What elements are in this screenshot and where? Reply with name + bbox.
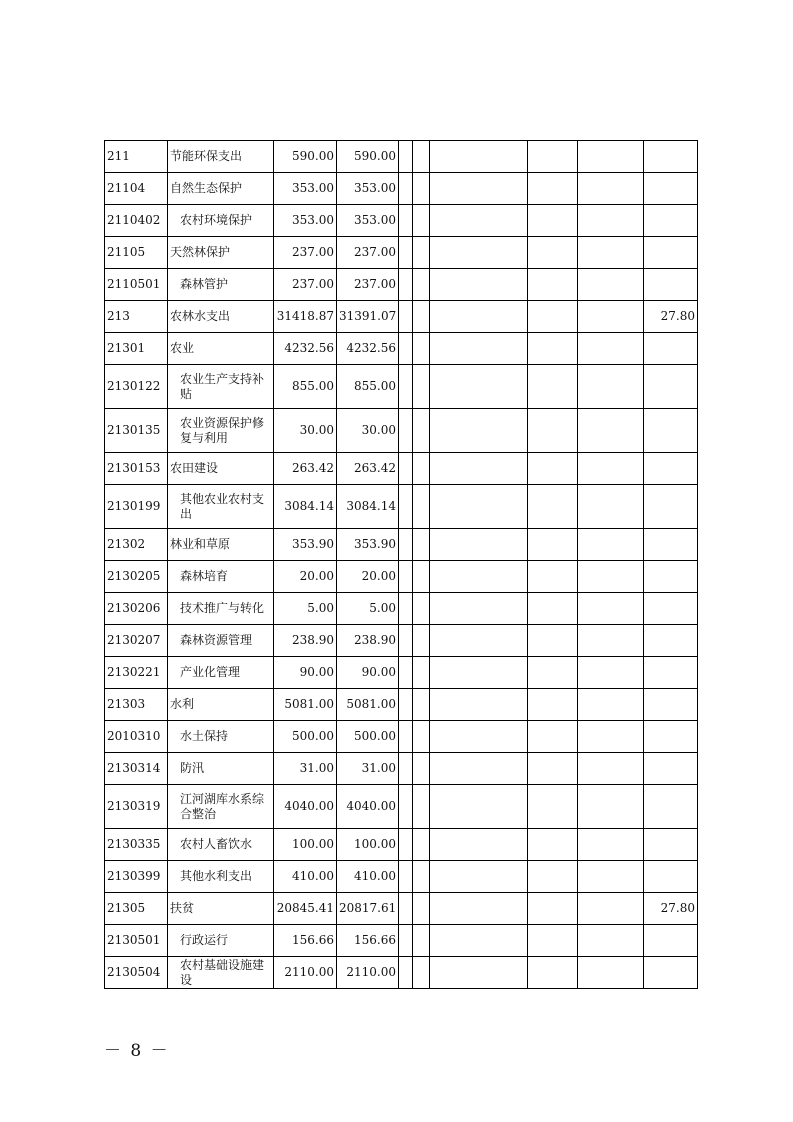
empty-cell (399, 141, 413, 173)
row-total: 855.00 (274, 365, 337, 409)
empty-cell (413, 593, 430, 625)
row-code: 2130135 (105, 409, 168, 453)
empty-cell (399, 861, 413, 893)
row-basic: 4040.00 (337, 785, 399, 829)
table-row (105, 689, 698, 721)
table-row (105, 593, 698, 625)
empty-cell (430, 453, 528, 485)
empty-cell (578, 409, 644, 453)
row-code: 2130221 (105, 657, 168, 689)
row-basic: 5081.00 (337, 689, 399, 721)
row-total: 353.90 (274, 529, 337, 561)
empty-cell (578, 485, 644, 529)
empty-cell (413, 453, 430, 485)
empty-cell (528, 365, 578, 409)
row-other (644, 657, 698, 689)
empty-cell (413, 173, 430, 205)
empty-cell (528, 785, 578, 829)
row-other (644, 785, 698, 829)
row-name: 农业资源保护修复与利用 (168, 409, 274, 453)
empty-cell (399, 925, 413, 957)
empty-cell (430, 785, 528, 829)
empty-cell (528, 893, 578, 925)
row-total: 30.00 (274, 409, 337, 453)
row-code: 211 (105, 141, 168, 173)
empty-cell (430, 561, 528, 593)
row-name: 水利 (168, 689, 274, 721)
row-basic: 5.00 (337, 593, 399, 625)
empty-cell (399, 561, 413, 593)
row-other (644, 529, 698, 561)
row-other (644, 561, 698, 593)
row-other (644, 753, 698, 785)
empty-cell (578, 721, 644, 753)
row-total: 90.00 (274, 657, 337, 689)
empty-cell (528, 925, 578, 957)
empty-cell (430, 529, 528, 561)
empty-cell (528, 269, 578, 301)
row-total: 5.00 (274, 593, 337, 625)
table-row (105, 893, 698, 925)
empty-cell (413, 689, 430, 721)
empty-cell (399, 365, 413, 409)
empty-cell (528, 861, 578, 893)
empty-cell (430, 689, 528, 721)
table-row (105, 237, 698, 269)
row-total: 20845.41 (274, 893, 337, 925)
row-code: 2130319 (105, 785, 168, 829)
empty-cell (578, 333, 644, 365)
row-basic: 31.00 (337, 753, 399, 785)
row-other (644, 721, 698, 753)
empty-cell (413, 529, 430, 561)
table-row (105, 529, 698, 561)
row-total: 500.00 (274, 721, 337, 753)
row-name: 森林管护 (168, 269, 274, 301)
row-code: 2130199 (105, 485, 168, 529)
empty-cell (413, 237, 430, 269)
row-total: 238.90 (274, 625, 337, 657)
row-total: 156.66 (274, 925, 337, 957)
empty-cell (430, 409, 528, 453)
table-row (105, 269, 698, 301)
row-other (644, 689, 698, 721)
empty-cell (430, 485, 528, 529)
empty-cell (528, 485, 578, 529)
row-basic: 410.00 (337, 861, 399, 893)
empty-cell (399, 205, 413, 237)
empty-cell (528, 561, 578, 593)
empty-cell (578, 593, 644, 625)
row-other (644, 593, 698, 625)
empty-cell (578, 365, 644, 409)
table-row (105, 829, 698, 861)
empty-cell (528, 529, 578, 561)
row-name: 天然林保护 (168, 237, 274, 269)
empty-cell (528, 657, 578, 689)
row-code: 2130205 (105, 561, 168, 593)
page-number: － 8 － (104, 1041, 170, 1061)
empty-cell (430, 829, 528, 861)
empty-cell (399, 721, 413, 753)
empty-cell (578, 205, 644, 237)
empty-cell (430, 657, 528, 689)
empty-cell (578, 829, 644, 861)
row-name: 农业生产支持补贴 (168, 365, 274, 409)
row-name: 扶贫 (168, 893, 274, 925)
empty-cell (528, 205, 578, 237)
row-name: 技术推广与转化 (168, 593, 274, 625)
empty-cell (413, 957, 430, 989)
empty-cell (578, 529, 644, 561)
row-name: 水土保持 (168, 721, 274, 753)
row-basic: 353.00 (337, 205, 399, 237)
empty-cell (430, 237, 528, 269)
row-name: 农田建设 (168, 453, 274, 485)
table-row (105, 453, 698, 485)
empty-cell (413, 301, 430, 333)
row-name: 森林培育 (168, 561, 274, 593)
empty-cell (413, 561, 430, 593)
row-total: 4232.56 (274, 333, 337, 365)
empty-cell (578, 753, 644, 785)
empty-cell (430, 721, 528, 753)
row-name: 农林水支出 (168, 301, 274, 333)
row-total: 410.00 (274, 861, 337, 893)
row-basic: 3084.14 (337, 485, 399, 529)
row-other (644, 237, 698, 269)
row-other (644, 333, 698, 365)
row-other (644, 485, 698, 529)
row-basic: 31391.07 (337, 301, 399, 333)
empty-cell (413, 333, 430, 365)
row-code: 2010310 (105, 721, 168, 753)
empty-cell (413, 893, 430, 925)
empty-cell (528, 689, 578, 721)
row-other (644, 861, 698, 893)
table-row (105, 721, 698, 753)
empty-cell (399, 409, 413, 453)
empty-cell (399, 333, 413, 365)
row-basic: 30.00 (337, 409, 399, 453)
row-basic: 353.90 (337, 529, 399, 561)
empty-cell (430, 925, 528, 957)
row-basic: 100.00 (337, 829, 399, 861)
row-basic: 156.66 (337, 925, 399, 957)
empty-cell (430, 593, 528, 625)
empty-cell (578, 141, 644, 173)
empty-cell (578, 561, 644, 593)
row-total: 353.00 (274, 205, 337, 237)
row-other (644, 269, 698, 301)
row-other (644, 925, 698, 957)
row-basic: 2110.00 (337, 957, 399, 989)
row-basic: 238.90 (337, 625, 399, 657)
empty-cell (430, 173, 528, 205)
row-total: 31.00 (274, 753, 337, 785)
row-total: 353.00 (274, 173, 337, 205)
empty-cell (430, 365, 528, 409)
empty-cell (528, 141, 578, 173)
table-row (105, 561, 698, 593)
table-row (105, 753, 698, 785)
empty-cell (578, 173, 644, 205)
row-other (644, 957, 698, 989)
row-total: 31418.87 (274, 301, 337, 333)
empty-cell (399, 829, 413, 861)
empty-cell (528, 409, 578, 453)
empty-cell (399, 625, 413, 657)
empty-cell (430, 301, 528, 333)
empty-cell (413, 861, 430, 893)
empty-cell (578, 957, 644, 989)
empty-cell (413, 721, 430, 753)
row-basic: 4232.56 (337, 333, 399, 365)
row-code: 2130122 (105, 365, 168, 409)
empty-cell (413, 785, 430, 829)
empty-cell (413, 657, 430, 689)
empty-cell (578, 657, 644, 689)
row-basic: 237.00 (337, 237, 399, 269)
table-row (105, 333, 698, 365)
row-name: 防汛 (168, 753, 274, 785)
row-other (644, 205, 698, 237)
table-row (105, 485, 698, 529)
empty-cell (528, 237, 578, 269)
table-row (105, 785, 698, 829)
empty-cell (528, 593, 578, 625)
row-code: 21305 (105, 893, 168, 925)
empty-cell (399, 689, 413, 721)
empty-cell (578, 301, 644, 333)
empty-cell (578, 689, 644, 721)
table-row (105, 301, 698, 333)
empty-cell (578, 893, 644, 925)
empty-cell (578, 237, 644, 269)
row-name: 农村基础设施建设 (168, 957, 274, 989)
row-code: 21303 (105, 689, 168, 721)
row-code: 2110501 (105, 269, 168, 301)
table-row (105, 657, 698, 689)
empty-cell (578, 269, 644, 301)
empty-cell (399, 269, 413, 301)
row-total: 5081.00 (274, 689, 337, 721)
row-total: 263.42 (274, 453, 337, 485)
row-basic: 237.00 (337, 269, 399, 301)
row-other (644, 141, 698, 173)
row-other (644, 829, 698, 861)
row-basic: 590.00 (337, 141, 399, 173)
empty-cell (413, 625, 430, 657)
empty-cell (413, 269, 430, 301)
row-basic: 500.00 (337, 721, 399, 753)
empty-cell (399, 893, 413, 925)
empty-cell (528, 453, 578, 485)
empty-cell (413, 753, 430, 785)
empty-cell (430, 753, 528, 785)
empty-cell (399, 657, 413, 689)
row-name: 森林资源管理 (168, 625, 274, 657)
row-code: 2130153 (105, 453, 168, 485)
table-row (105, 925, 698, 957)
table-row (105, 365, 698, 409)
empty-cell (430, 625, 528, 657)
row-name: 农村环境保护 (168, 205, 274, 237)
row-basic: 90.00 (337, 657, 399, 689)
empty-cell (413, 365, 430, 409)
row-other: 27.80 (644, 301, 698, 333)
row-name: 农业 (168, 333, 274, 365)
table-row (105, 205, 698, 237)
empty-cell (413, 485, 430, 529)
empty-cell (528, 625, 578, 657)
table-row (105, 625, 698, 657)
empty-cell (430, 893, 528, 925)
row-code: 213 (105, 301, 168, 333)
row-total: 4040.00 (274, 785, 337, 829)
row-code: 2130206 (105, 593, 168, 625)
empty-cell (528, 301, 578, 333)
row-other: 27.80 (644, 893, 698, 925)
row-basic: 353.00 (337, 173, 399, 205)
row-total: 237.00 (274, 237, 337, 269)
empty-cell (578, 861, 644, 893)
row-name: 其他农业农村支出 (168, 485, 274, 529)
row-code: 2130335 (105, 829, 168, 861)
row-code: 2110402 (105, 205, 168, 237)
row-other (644, 625, 698, 657)
empty-cell (430, 861, 528, 893)
row-code: 21105 (105, 237, 168, 269)
row-name: 自然生态保护 (168, 173, 274, 205)
table-row (105, 141, 698, 173)
table-body (105, 141, 698, 989)
empty-cell (399, 957, 413, 989)
row-code: 2130504 (105, 957, 168, 989)
empty-cell (430, 205, 528, 237)
empty-cell (399, 529, 413, 561)
row-basic: 20817.61 (337, 893, 399, 925)
empty-cell (430, 269, 528, 301)
empty-cell (430, 141, 528, 173)
row-total: 590.00 (274, 141, 337, 173)
row-name: 农村人畜饮水 (168, 829, 274, 861)
row-other (644, 173, 698, 205)
empty-cell (399, 785, 413, 829)
empty-cell (399, 237, 413, 269)
empty-cell (578, 625, 644, 657)
row-name: 其他水利支出 (168, 861, 274, 893)
row-name: 行政运行 (168, 925, 274, 957)
empty-cell (399, 593, 413, 625)
empty-cell (528, 957, 578, 989)
empty-cell (413, 925, 430, 957)
empty-cell (413, 829, 430, 861)
empty-cell (413, 141, 430, 173)
row-name: 江河湖库水系综合整治 (168, 785, 274, 829)
row-other (644, 365, 698, 409)
row-basic: 20.00 (337, 561, 399, 593)
table-row (105, 409, 698, 453)
row-total: 20.00 (274, 561, 337, 593)
empty-cell (430, 957, 528, 989)
empty-cell (528, 753, 578, 785)
row-basic: 263.42 (337, 453, 399, 485)
empty-cell (578, 785, 644, 829)
empty-cell (399, 753, 413, 785)
row-total: 237.00 (274, 269, 337, 301)
table-row (105, 173, 698, 205)
row-code: 2130207 (105, 625, 168, 657)
row-code: 2130501 (105, 925, 168, 957)
empty-cell (528, 829, 578, 861)
row-name: 林业和草原 (168, 529, 274, 561)
table-row (105, 957, 698, 989)
row-code: 2130314 (105, 753, 168, 785)
row-code: 2130399 (105, 861, 168, 893)
row-other (644, 409, 698, 453)
empty-cell (528, 173, 578, 205)
row-code: 21302 (105, 529, 168, 561)
row-total: 100.00 (274, 829, 337, 861)
empty-cell (578, 925, 644, 957)
row-total: 3084.14 (274, 485, 337, 529)
row-other (644, 453, 698, 485)
empty-cell (413, 409, 430, 453)
empty-cell (578, 453, 644, 485)
budget-table (104, 140, 698, 989)
empty-cell (528, 333, 578, 365)
row-name: 节能环保支出 (168, 141, 274, 173)
empty-cell (413, 205, 430, 237)
empty-cell (528, 721, 578, 753)
row-name: 产业化管理 (168, 657, 274, 689)
empty-cell (399, 173, 413, 205)
row-basic: 855.00 (337, 365, 399, 409)
row-code: 21104 (105, 173, 168, 205)
row-total: 2110.00 (274, 957, 337, 989)
empty-cell (430, 333, 528, 365)
empty-cell (399, 301, 413, 333)
empty-cell (399, 485, 413, 529)
empty-cell (399, 453, 413, 485)
table-row (105, 861, 698, 893)
row-code: 21301 (105, 333, 168, 365)
